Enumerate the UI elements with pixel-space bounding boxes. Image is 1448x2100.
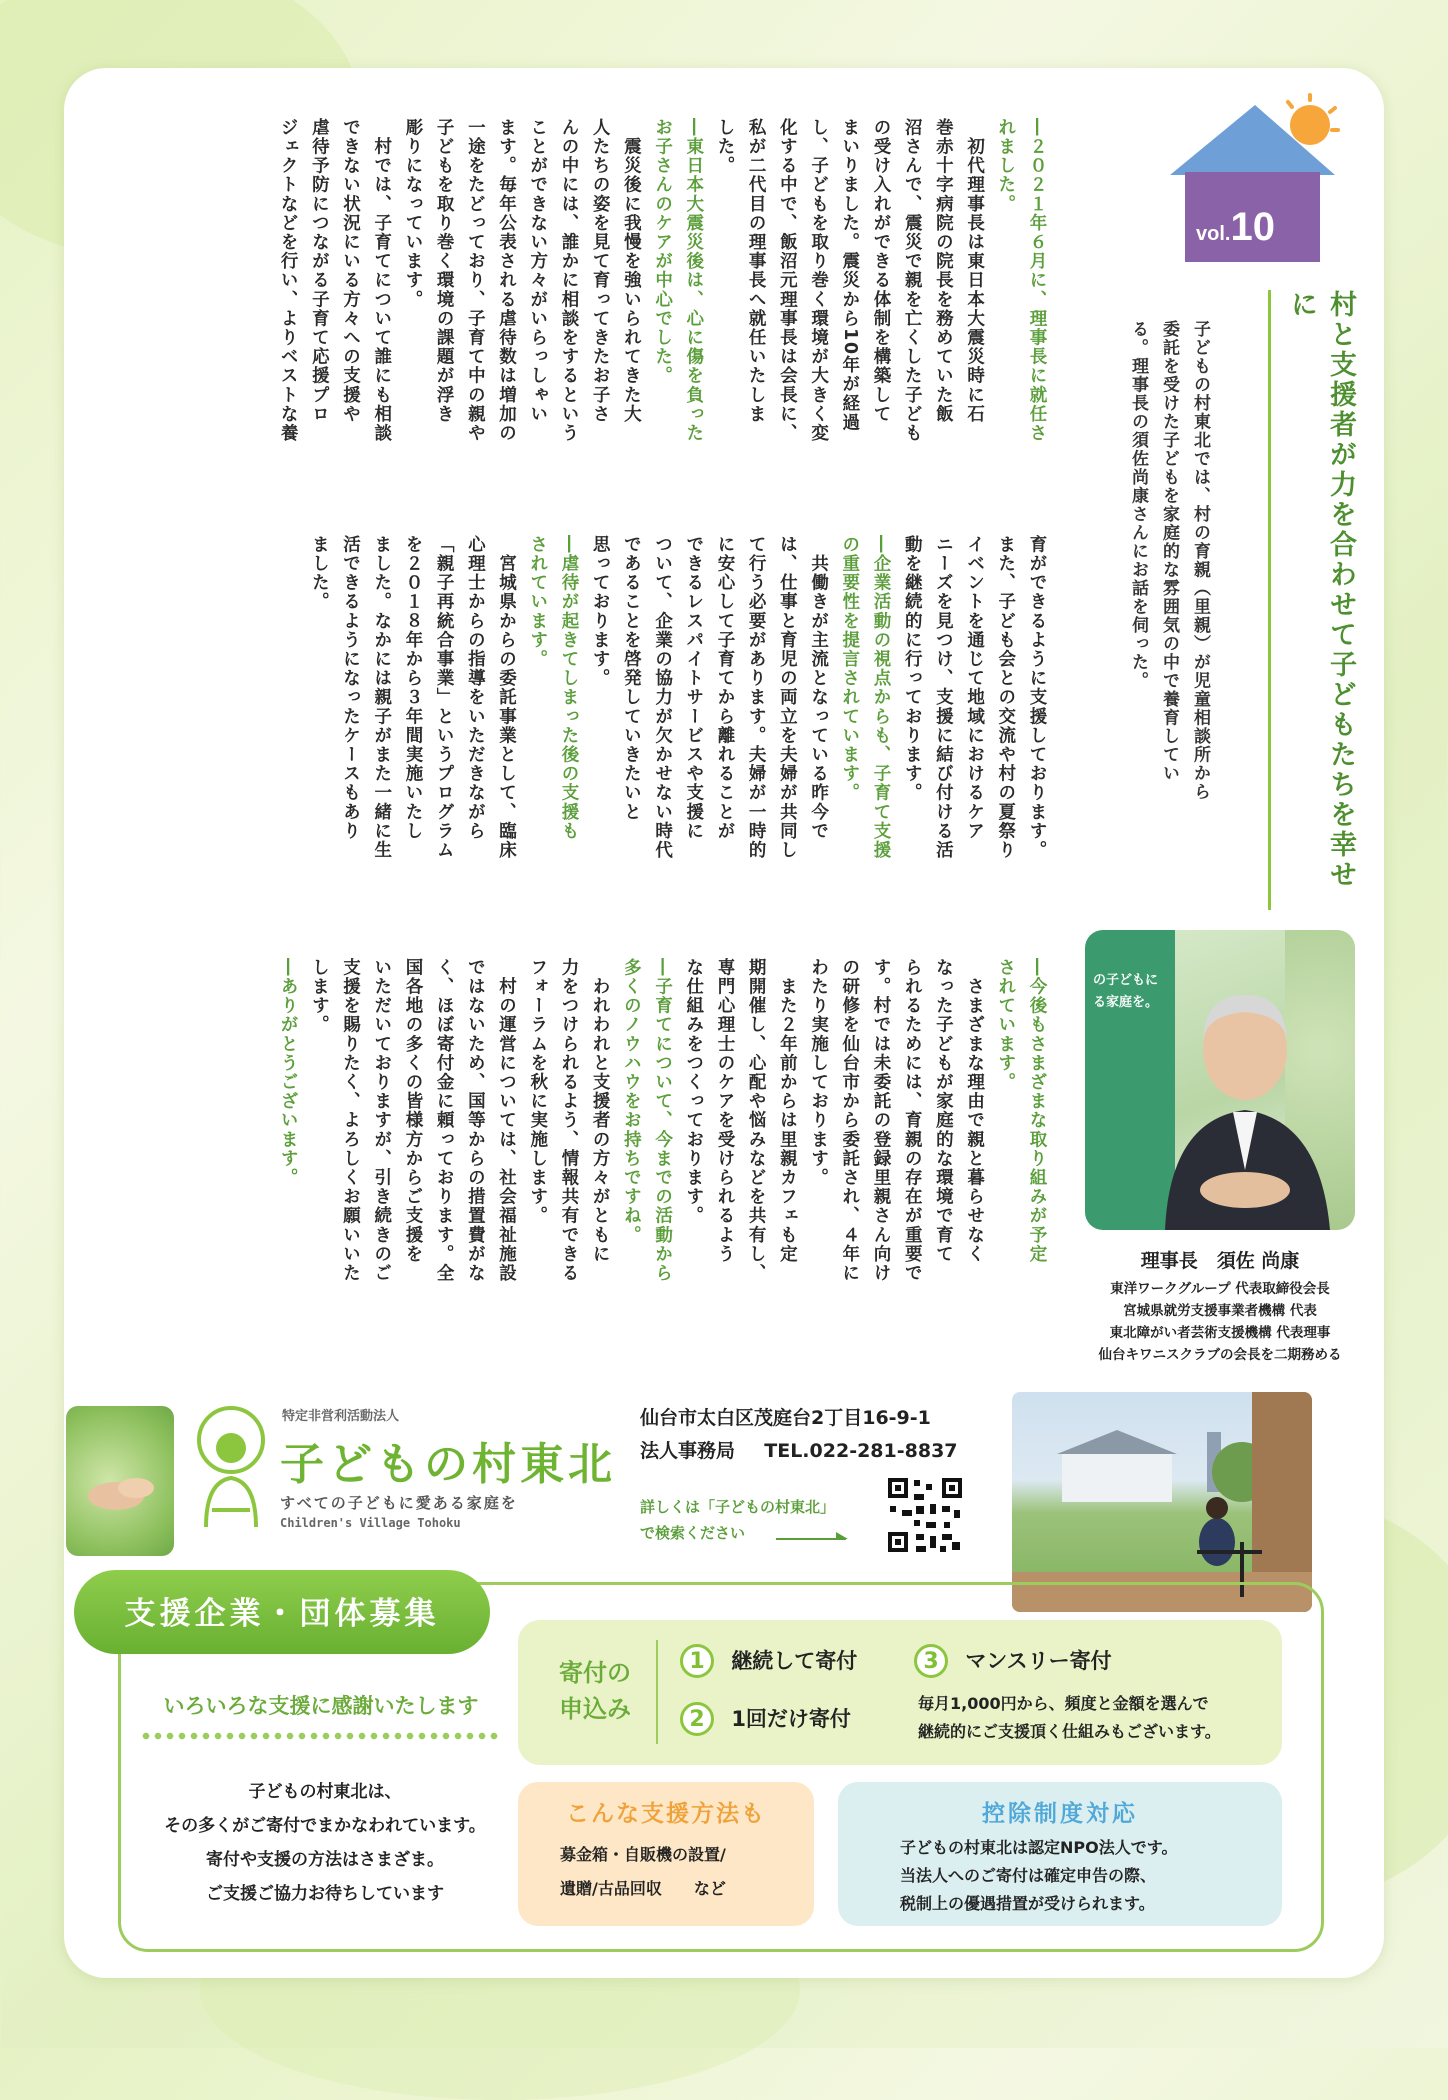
support-banner-text: 支援企業・団体募集	[124, 1596, 440, 1632]
article-column-1	[108, 118, 1052, 493]
search-hint-2: で検索ください	[640, 1524, 746, 1542]
support-body	[110, 1775, 540, 1911]
text-line: その多くがご寄付でまかなわれています。	[164, 1816, 486, 1836]
village-photo	[1012, 1392, 1312, 1612]
paragraph: 初代理事長は東日本大震災時に石 巻赤十字病院の院長を務めていた飯 沼さんで、震災で親を亡くした子ども の受け入れができる体制を構築して まいりました。震災から10年が経過 し、子どもを取り巻く環境が大きく変 化する中で、飯沼元理事長は会長に、 私が二代目の理事長へ就任いたしま した。	[714, 118, 985, 443]
tax-body	[900, 1834, 1177, 1918]
donate-option-monthly[interactable]	[914, 1644, 1112, 1678]
text-line: 税制上の優遇措置が受けられます。	[900, 1894, 1155, 1913]
paragraph: 震災後に我慢を強いられてきた大 人たちの姿を見て育ってきたお子さ んの中には、誰かに相談をするという ことができない方々がいらっしゃい ます。毎年公表される虐待数は増加の 一途をたどっており、子育て中の親や 子どもを取り巻く環境の課題が浮き 彫りになっています。 村では、子育てについて誰にも相談 できない状況にいる方々への支援や 虐待予防につながる子育て応援プロ ジェクトなどを行い、よりベストな養	[278, 118, 642, 443]
text-line: 子どもの村東北は、	[248, 1782, 402, 1802]
lead-text: 子どもの村東北では、村の育親（里親）が児童相談所から 委託を受けた子どもを家庭的な雰囲気の中で養育してい る。理事長の須佐尚康さんにお話を伺った。	[1128, 320, 1210, 801]
section-heading: ―子育てについて、今までの活動から 多くのノウハウをお持ちですね。	[621, 958, 673, 1283]
other-methods-list	[560, 1838, 726, 1906]
org-logo-mark	[192, 1402, 270, 1532]
org-office	[640, 1436, 958, 1463]
article-column-2	[108, 535, 1052, 925]
vol-label: vol.10	[1196, 205, 1275, 249]
option-label: 1回だけ寄付	[731, 1707, 851, 1731]
search-hint-1: 詳しくは「子どもの村東北」	[640, 1498, 836, 1516]
option-label: マンスリー寄付	[965, 1649, 1112, 1673]
vol-house-icon	[1160, 90, 1340, 280]
arrow-right-icon	[776, 1528, 850, 1542]
banner-text: の子どもに る家庭を。	[1093, 973, 1159, 1010]
text-line: 寄付や支援の方法はさまざま。	[206, 1850, 444, 1870]
text-line: 子どもの村東北は認定NPO法人です。	[900, 1838, 1178, 1857]
text-line: 東洋ワークグループ 代表取締役会長	[1110, 1281, 1330, 1297]
tel-number[interactable]: TEL.022-281-8837	[764, 1440, 958, 1462]
other-methods-title: こんな支援方法も	[566, 1801, 766, 1827]
headline-rule	[1268, 290, 1271, 910]
text-line: 継続的にご支援頂く仕組みもございます。	[918, 1722, 1221, 1741]
org-type: 特定非営利活動法人	[282, 1409, 400, 1424]
chairman-figure	[1145, 970, 1345, 1230]
text-line: 宮城県就労支援事業者機構 代表	[1123, 1303, 1317, 1319]
num-badge: 1	[680, 1644, 714, 1678]
text-line: ご支援ご協力お待ちしています	[206, 1884, 444, 1904]
headline: 村と支援者が力を合わせて子どもたちを幸せに	[1286, 290, 1356, 890]
donate-option-once[interactable]	[680, 1702, 851, 1736]
text-line: 遺贈/古品回収 など	[560, 1879, 726, 1898]
section-heading: ―今後もさまざまな取り組みが予定 されています。	[995, 958, 1047, 1264]
office-label: 法人事務局	[640, 1440, 736, 1462]
org-tagline: すべての子どもに愛ある家庭を	[280, 1494, 518, 1512]
donate-option-continuous[interactable]	[680, 1644, 857, 1678]
org-english: Children's Village Tohoku	[280, 1516, 461, 1530]
num-badge: 3	[914, 1644, 948, 1678]
chairman-titles	[1065, 1278, 1375, 1366]
num-badge: 2	[680, 1702, 714, 1736]
section-heading: ―東日本大震災後は、心に傷を負った お子さんのケアが中心でした。	[652, 118, 704, 443]
section-heading: ―虐待が起きてしまった後の支援も されています。	[527, 535, 579, 841]
paragraph: 宮城県からの委託事業として、臨床 心理士からの指導をいただきながら 「親子再統合事業」というプログラム を２０１８年から３年間実施いたし ました。なかには親子がまた一緒に生 活できるようになったケースもあり ました。	[309, 535, 517, 860]
dotted-divider	[140, 1732, 502, 1740]
paragraph: 育ができるように支援しております。 また、子ども会との交流や村の夏祭り イベントを通じて地域におけるケア ニーズを見つけ、支援に結び付ける活 動を継続的に行っております。	[902, 535, 1047, 860]
thanks-text: いろいろな支援に感謝いたします	[163, 1694, 479, 1718]
paragraph: さまざまな理由で親と暮らせなく なった子どもが家庭的な環境で育て られるためには、育親の存在が重要で す。村では未委託の登録里親さん向け の研修を仙台市から委託され、４年に わたり実施しております。 また２年前からは里親カフェも定 期開催し、心配や悩みなどを共有し、 専門心理士のケアを受けられるよう な仕組みをつくっております。	[683, 958, 985, 1283]
text-line: 毎月1,000円から、頻度と金額を選んで	[918, 1694, 1209, 1713]
paragraph: 共働きが主流となっている昨今で は、仕事と育児の両立を夫婦が共同し て行う必要があります。夫婦が一時的 に安心して子育てから離れることが できるレスパイトサービスや支援に ついて、企業の協力が欠かせない時代 であることを啓発していきたいと 思っております。	[590, 535, 829, 860]
donate-divider	[656, 1640, 658, 1744]
section-heading: ―２０２１年６月に、理事長に就任さ れました。	[995, 118, 1047, 443]
option-label: 継続して寄付	[731, 1649, 858, 1673]
org-name: 子どもの村東北	[280, 1439, 616, 1490]
qr-code[interactable]	[886, 1476, 964, 1554]
paragraph: われわれと支援者の方々がともに 力をつけられるよう、情報共有できる フォーラムを秋に実施します。 村の運営については、社会福祉施設 ではないため、国等からの措置費がな く、ほぼ寄付金に頼っております。全 国各地の多くの皆様方からご支援を いただいておりますが、引き続きのご 支援を賜りたく、よろしくお願いいた します。	[309, 958, 611, 1283]
article-column-3	[108, 958, 1052, 1348]
text-line: 仙台キワニスクラブの会長を二期務める	[1098, 1347, 1342, 1363]
section-heading: ―企業活動の視点からも、子育て支援 の重要性を提言されています。	[839, 535, 891, 860]
text-line: 当法人へのご寄付は確定申告の際、	[900, 1866, 1157, 1885]
text-line: 募金箱・自販機の設置/	[560, 1845, 726, 1864]
chairman-name: 理事長 須佐 尚康	[1140, 1250, 1300, 1272]
org-address: 仙台市太白区茂庭台2丁目16-9-1	[640, 1407, 931, 1429]
monthly-note	[918, 1690, 1221, 1746]
tax-title: 控除制度対応	[982, 1801, 1138, 1827]
text-line: 東北障がい者芸術支援機構 代表理事	[1109, 1325, 1331, 1341]
hands-photo	[66, 1406, 174, 1556]
chairman-photo	[1085, 930, 1355, 1230]
donate-label: 寄付の 申込み	[559, 1659, 631, 1723]
section-heading: ―ありがとうございます。	[278, 958, 299, 1188]
